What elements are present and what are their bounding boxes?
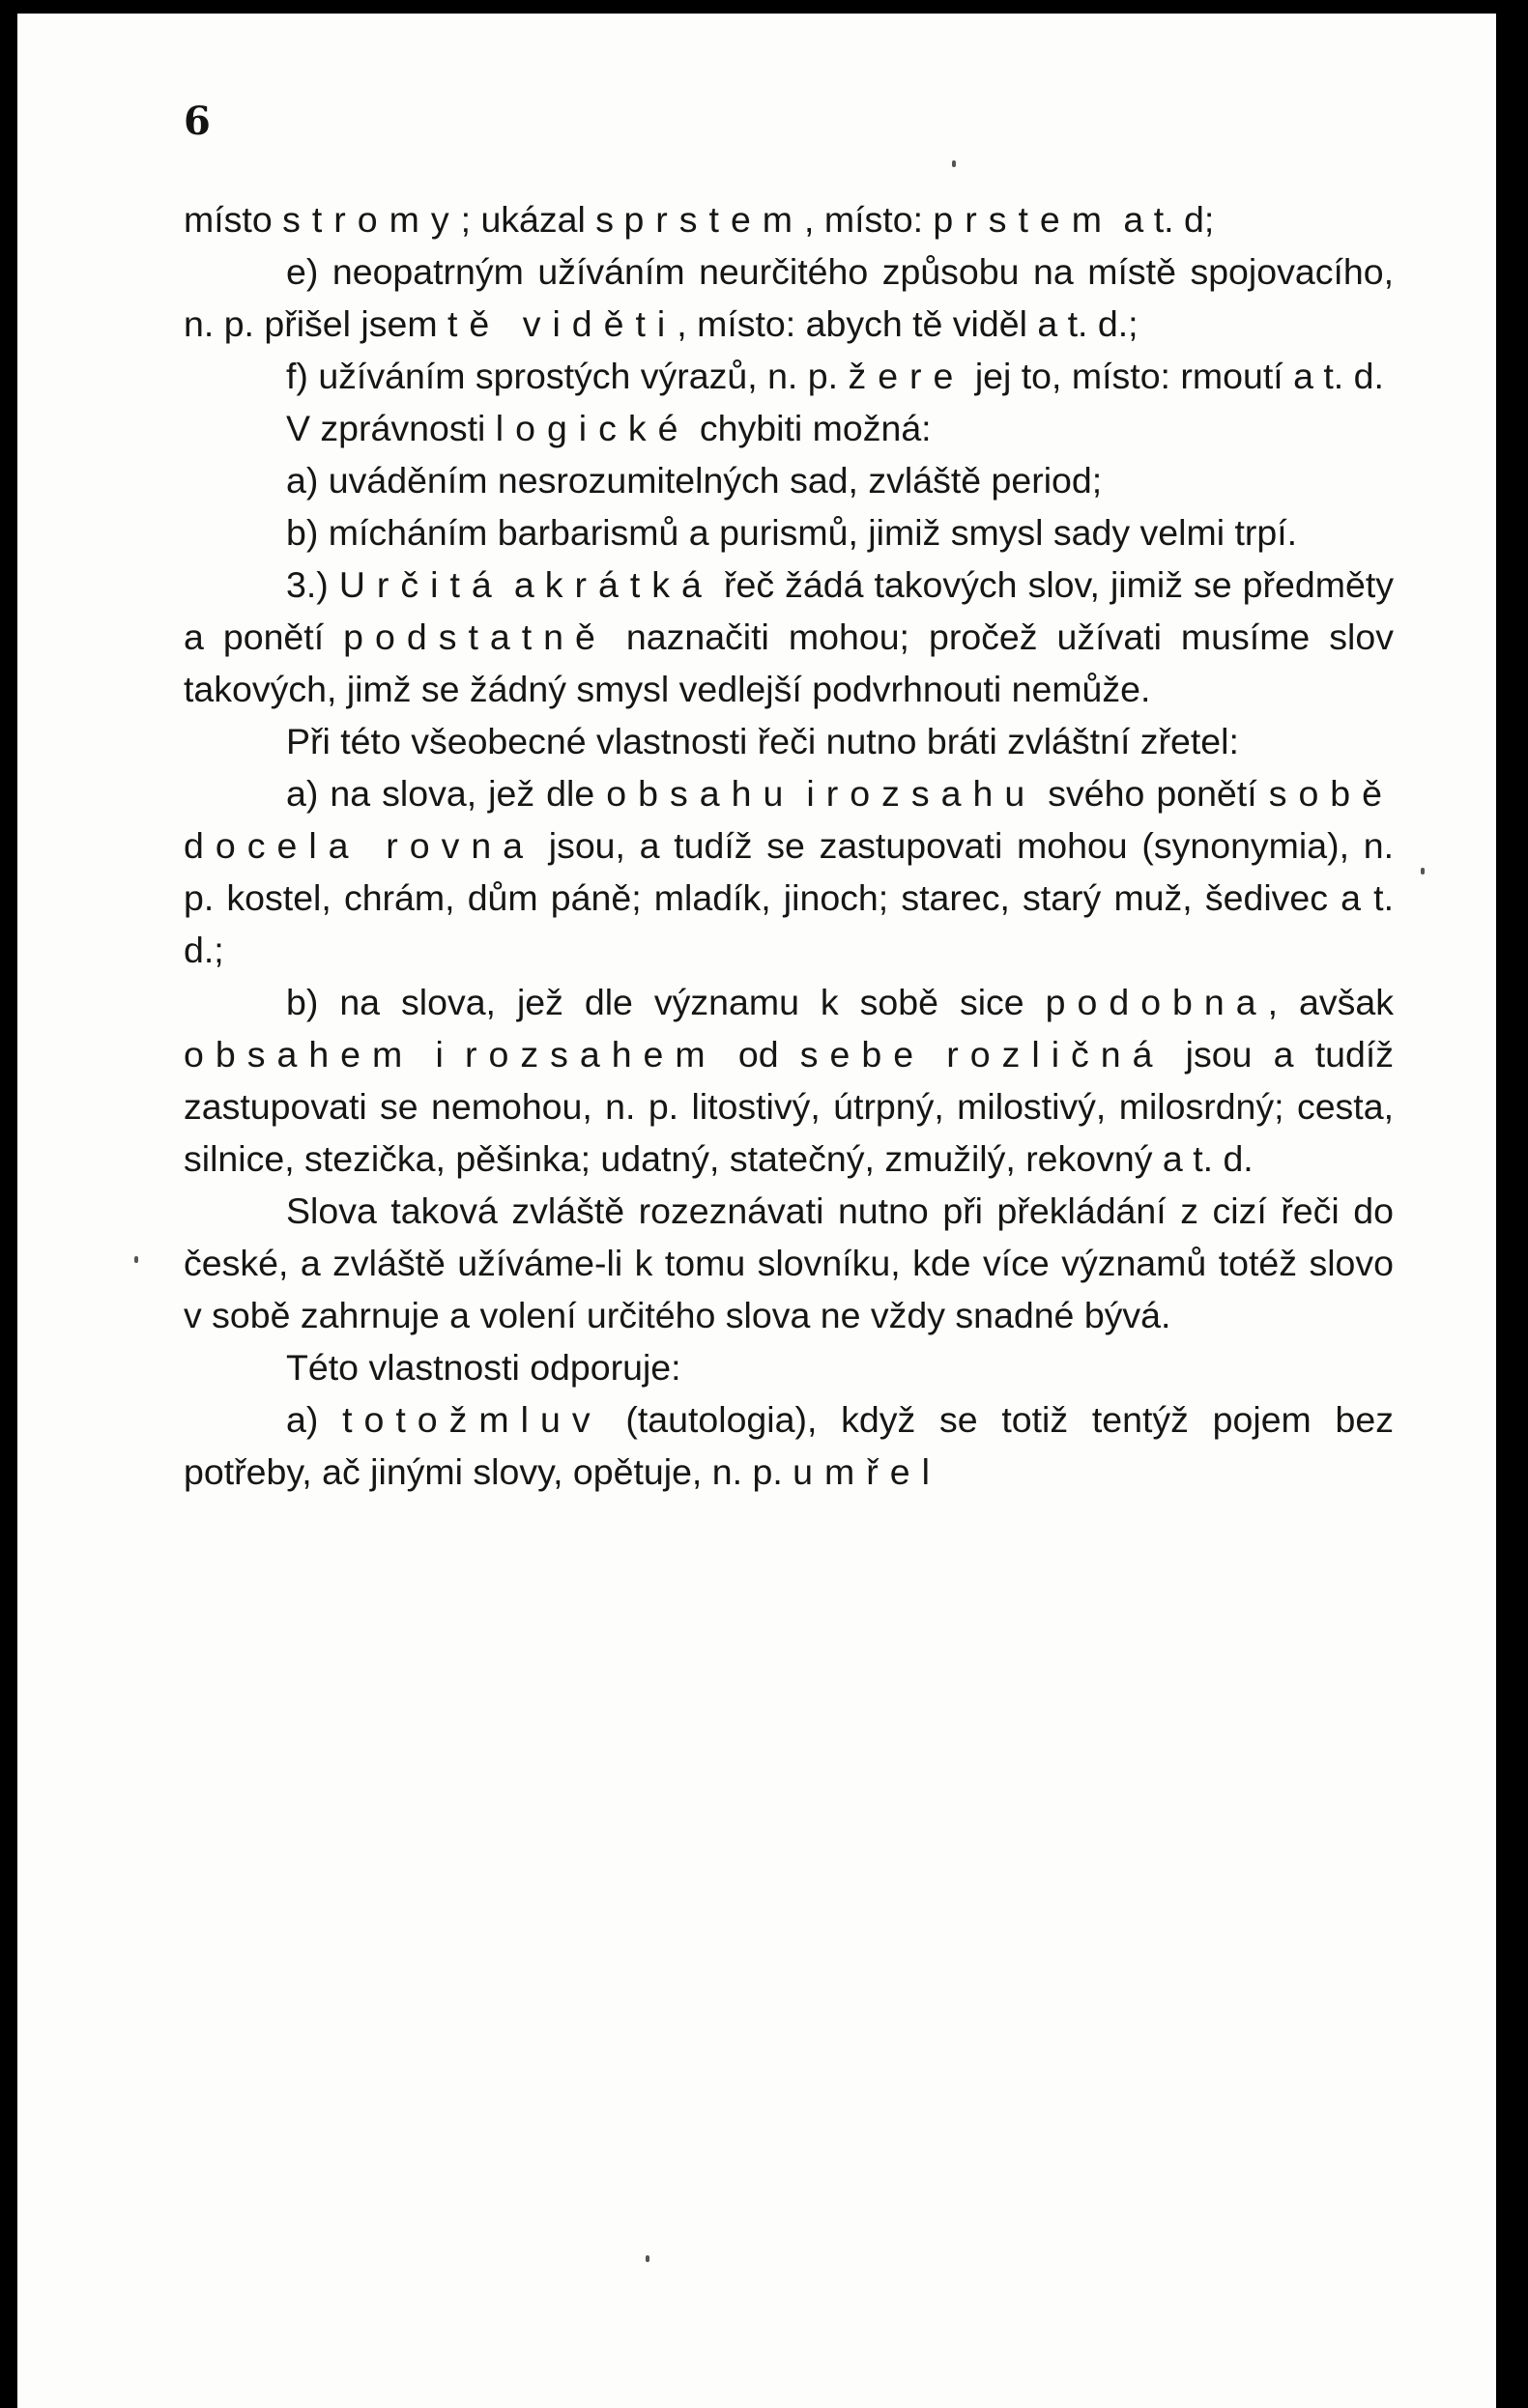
text-run: b) mícháním barbarismů a purismů, jimiž smysl sady velmi trpí.: [286, 512, 1298, 553]
text-run: jej to, místo: rmoutí a t. d.: [965, 356, 1384, 396]
page-number: 6: [184, 99, 211, 144]
paragraph-p8: [184, 715, 1394, 767]
paragraph-p9: [184, 767, 1394, 976]
text-run: , avšak: [1267, 982, 1394, 1022]
paragraph-p1: [184, 193, 1394, 245]
paragraph-p2: [184, 245, 1394, 350]
spaced-emphasis-text: prstem: [623, 199, 805, 240]
text-run: [925, 1034, 946, 1075]
text-run: a t. d;: [1113, 199, 1215, 240]
scan-border: [1496, 0, 1528, 2408]
text-run: chybiti možná:: [689, 408, 932, 448]
text-run: ; ukázal s: [460, 199, 624, 240]
text-run: a): [286, 1399, 343, 1440]
text-run: naznačiti mohou; pročež užívati musíme slov takových, jimž se žádný smysl vedlejší podvrhnouti nemůže.: [184, 616, 1394, 709]
spaced-emphasis-text: žere: [848, 356, 966, 396]
spaced-emphasis-text: Určitá: [338, 564, 504, 605]
spaced-emphasis-text: prstem: [933, 199, 1114, 240]
text-run: svého ponětí: [1036, 773, 1269, 814]
spaced-emphasis-text: sebe: [799, 1034, 926, 1075]
paragraph-p3: [184, 350, 1394, 402]
spaced-emphasis-text: stromy: [282, 199, 461, 240]
text-run: b) na slova, jež dle významu k sobě sice: [286, 982, 1046, 1022]
print-speck: [952, 160, 956, 167]
spaced-emphasis-text: podstatně: [343, 616, 607, 657]
text-run: e) neopatrným užíváním neurčitého způsobu na místě spojovacího, n. p. přišel jsem: [184, 251, 1394, 344]
text-run: a) na slova, jež dle: [286, 773, 607, 814]
spaced-emphasis-text: totožmluv: [342, 1399, 602, 1440]
spaced-emphasis-text: obsahu: [606, 773, 795, 814]
spaced-emphasis-text: rozsahu: [825, 773, 1037, 814]
paragraph-p6: [184, 506, 1394, 559]
text-run: Této vlastnosti odporuje:: [286, 1347, 681, 1388]
text-run: i: [794, 773, 826, 814]
text-run: , místo:: [804, 199, 934, 240]
spaced-emphasis-text: rozsahem: [465, 1034, 717, 1075]
text-run: Slova taková zvláště rozeznávati nutno při překládání z cizí řeči do české, a zvláště užíváme-li k tomu slovníku, kde více významů totéž slovo v sobě zahrnuje a volení určitého slova ne vždy snadné bývá.: [184, 1190, 1394, 1335]
paragraph-p10: [184, 976, 1394, 1185]
print-speck: [134, 1256, 138, 1263]
text-run: místo: [184, 199, 283, 240]
book-page: [17, 14, 1496, 2408]
spaced-emphasis-text: rozličná: [946, 1034, 1165, 1075]
paragraph-p4: [184, 402, 1394, 454]
text-run: , místo: abych tě viděl a t. d.;: [677, 303, 1139, 344]
paragraph-p12: [184, 1341, 1394, 1393]
spaced-emphasis-text: umřel: [793, 1451, 941, 1492]
text-run: jsou, a tudíž se zastupovati mohou (synonymia), n. p. kostel, chrám, dům páně; mladík, jinoch; starec, starý muž, šedivec a t. d.;: [184, 825, 1394, 970]
spaced-emphasis-text: logické: [495, 408, 690, 448]
print-speck: [1421, 868, 1425, 874]
text-run: V zprávnosti: [286, 408, 496, 448]
paragraph-p7: [184, 559, 1394, 715]
spaced-emphasis-text: tě viděti: [447, 303, 678, 344]
spaced-emphasis-text: podobna: [1045, 982, 1268, 1022]
print-speck: [646, 2255, 649, 2262]
paragraph-p13: [184, 1393, 1394, 1498]
paragraph-p11: [184, 1185, 1394, 1341]
text-run: jsou a tudíž zastupovati se nemohou, n. p. litostivý, útrpný, milostivý, milosrdný; cesta, silnice, stezička, pěšinka; udatný, statečný, zmužilý, rekovný a t. d.: [184, 1034, 1394, 1179]
text-run: od: [716, 1034, 800, 1075]
text-run: a: [503, 564, 545, 605]
text-run: a) uváděním nesrozumitelných sad, zvláště period;: [286, 460, 1103, 501]
spaced-emphasis-text: krátká: [544, 564, 713, 605]
text-run: i: [414, 1034, 465, 1075]
text-run: řeč žádá takových slov, jimiž se předměty a ponětí: [184, 564, 1394, 657]
text-run: (tautologia), když se totiž tentýž pojem bez potřeby, ač jinými slovy, opětuje, n. p.: [184, 1399, 1395, 1492]
text-run: f) užíváním sprostých výrazů, n. p.: [286, 356, 849, 396]
text-run: 3.): [286, 564, 339, 605]
text-run: Při této všeobecné vlastnosti řeči nutno bráti zvláštní zřetel:: [286, 721, 1239, 761]
spaced-emphasis-text: sobě docela rovna: [184, 773, 1395, 866]
paragraph-p5: [184, 454, 1394, 506]
spaced-emphasis-text: obsahem: [184, 1034, 415, 1075]
body-text: [184, 193, 1394, 1498]
